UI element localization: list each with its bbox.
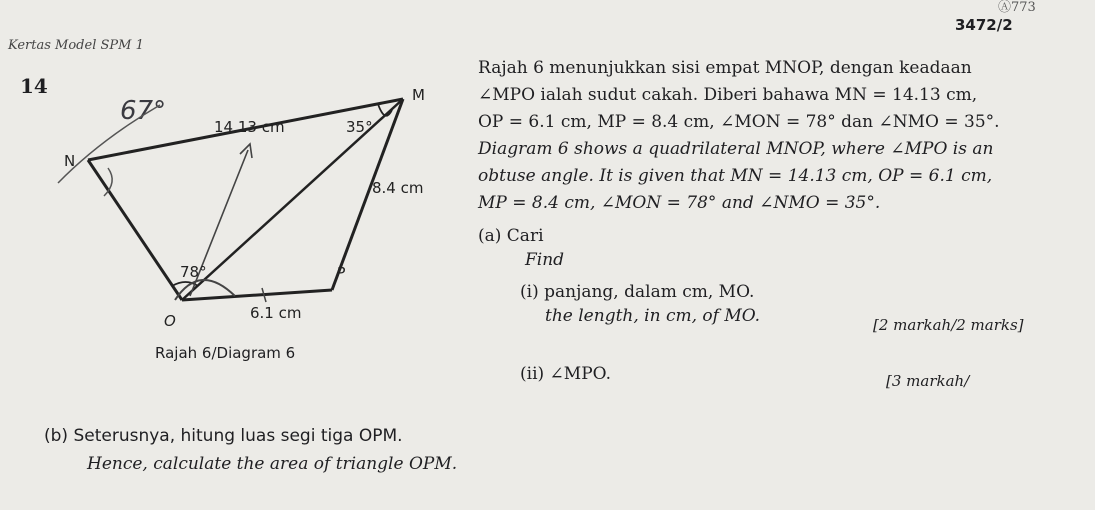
school-name: Kertas Model SPM 1	[8, 38, 144, 53]
angle-o-label: 78°	[180, 263, 207, 281]
edge-mn-label: 14.13 cm	[214, 118, 285, 136]
corner-mark: Ⓐ773	[998, 0, 1036, 15]
handwritten-angle-note: 67°	[120, 96, 167, 126]
part-a-label-malay: (a) Cari	[478, 226, 544, 246]
part-a-i-malay: (i) panjang, dalam cm, MO.	[520, 282, 755, 302]
intro-english-line-1: Diagram 6 shows a quadrilateral MNOP, where ∠MPO is an	[478, 139, 994, 159]
question-number: 14	[20, 74, 48, 98]
angle-m-label: 35°	[346, 118, 373, 136]
intro-english-line-3: MP = 8.4 cm, ∠MON = 78° and ∠NMO = 35°.	[478, 193, 881, 213]
part-a-ii-marks: [3 markah/	[886, 372, 970, 390]
edge-op-line	[182, 290, 332, 300]
quadrilateral-diagram	[0, 0, 480, 340]
pencil-arc-mark	[58, 105, 160, 183]
vertex-n-label: N	[64, 152, 76, 170]
intro-english-line-2: obtuse angle. It is given that MN = 14.13 cm, OP = 6.1 cm,	[478, 166, 993, 186]
vertex-p-label: P	[336, 264, 346, 282]
part-a-i-english: the length, in cm, of MO.	[545, 306, 761, 326]
intro-malay-line-2: ∠MPO ialah sudut cakah. Diberi bahawa MN = 14.13 cm,	[478, 85, 978, 105]
part-a-i-marks: [2 markah/2 marks]	[873, 316, 1024, 334]
intro-malay-line-1: Rajah 6 menunjukkan sisi empat MNOP, dengan keadaan	[478, 58, 972, 78]
part-a-ii-text: (ii) ∠MPO.	[520, 364, 611, 384]
intro-malay-line-3: OP = 6.1 cm, MP = 8.4 cm, ∠MON = 78° dan ∠NMO = 35°.	[478, 112, 1000, 132]
diagram-caption: Rajah 6/Diagram 6	[155, 344, 296, 362]
paper-code: 3472/2	[955, 16, 1013, 34]
part-b-malay: (b) Seterusnya, hitung luas segi tiga OPM.	[44, 426, 403, 446]
part-a-label-english: Find	[525, 250, 565, 270]
edge-no-line	[88, 160, 182, 300]
diagram-svg	[0, 0, 480, 340]
vertex-m-label: M	[412, 86, 425, 104]
vertex-o-label: O	[164, 312, 176, 330]
edge-mp-label: 8.4 cm	[372, 179, 424, 197]
part-b-english: Hence, calculate the area of triangle OPM.	[87, 454, 458, 474]
edge-op-label: 6.1 cm	[250, 304, 302, 322]
